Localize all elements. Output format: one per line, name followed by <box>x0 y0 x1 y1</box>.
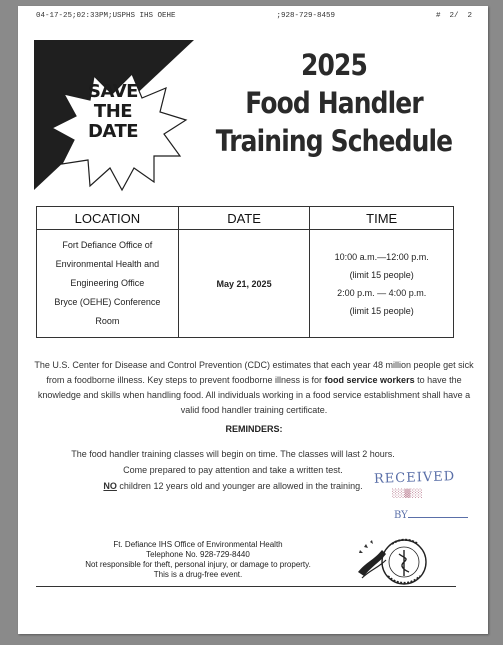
time-line: 2:00 p.m. — 4:00 p.m. <box>337 287 427 298</box>
fax-header <box>36 12 472 20</box>
header-location: LOCATION <box>37 207 179 230</box>
fax-header-middle: ;928-729-8459 <box>276 12 336 20</box>
fax-header-right: # 2/ 2 <box>435 12 472 20</box>
title-line-2: Food Handler <box>245 86 423 120</box>
paragraph-bold: food service workers <box>324 375 415 385</box>
reminder-no: NO <box>103 481 117 491</box>
title-year: 2025 <box>301 48 367 82</box>
burst-line-3: DATE <box>87 121 139 142</box>
burst-line-1: SAVE <box>88 81 138 102</box>
time-line: (limit 15 people) <box>349 269 414 280</box>
table-row <box>37 230 454 338</box>
received-stamp <box>374 470 484 521</box>
footer-line: Telephone No. 928-729-8440 <box>146 550 250 559</box>
burst-line-2: THE <box>93 101 133 122</box>
stamp-signature-line <box>408 517 468 518</box>
stamp-by <box>394 510 484 521</box>
location-line: Bryce (OEHE) Conference <box>54 297 161 307</box>
location-line: Environmental Health and <box>55 259 160 269</box>
time-cell <box>310 230 454 338</box>
document-page <box>18 6 488 634</box>
table-header-row <box>37 207 454 230</box>
location-cell <box>37 230 179 338</box>
stamp-by-label: BY <box>394 510 408 521</box>
date-cell: May 21, 2025 <box>178 230 310 338</box>
title-line-3: Training Schedule <box>215 124 453 158</box>
footer <box>58 540 338 580</box>
time-line: (limit 15 people) <box>349 305 414 316</box>
cdc-paragraph <box>34 358 474 418</box>
reminders-heading: REMINDERS: <box>225 424 283 434</box>
footer-line: Not responsible for theft, personal injury, or damage to property. <box>85 560 311 569</box>
reminder-line: The food handler training classes will begin on time. The classes will last 2 hours. <box>71 449 395 459</box>
stamp-received: RECEIVED <box>373 469 456 487</box>
reminder-rest: children 12 years old and younger are allowed in the training. <box>116 481 363 491</box>
fax-header-left: 04-17-25;02:33PM;USPHS IHS OEHE <box>36 12 176 20</box>
location-line: Fort Defiance Office of <box>62 240 153 250</box>
save-the-date-label <box>68 82 158 142</box>
reminder-line <box>48 478 418 494</box>
reminder-line: Come prepared to pay attention and take a written test. <box>123 465 343 475</box>
reminders-list <box>48 446 418 494</box>
header-time: TIME <box>310 207 454 230</box>
paragraph-text-1: The U.S. Center for Disease and Control Prevention (CDC) estimates that each year 48 million people get sick from a foodborne illness. Key steps to prevent foodborne illness is for <box>34 360 474 385</box>
footer-line: Ft. Defiance IHS Office of Environmental Health <box>113 540 283 549</box>
page-title <box>186 46 482 160</box>
paragraph-text-2: to have the knowledge and skills when handling food. All individuals working in a food service establishment shall have a valid food handler training certificate. <box>37 375 471 415</box>
header-date: DATE <box>178 207 310 230</box>
stamp-date-smudge: ░░▒░░ <box>392 489 423 498</box>
footer-line: This is a drug-free event. <box>153 570 243 579</box>
indian-health-service-seal-icon <box>352 532 430 588</box>
location-line: Engineering Office <box>70 278 145 288</box>
location-line: Room <box>95 316 120 326</box>
schedule-table <box>36 206 454 338</box>
bottom-divider <box>36 586 456 587</box>
time-line: 10:00 a.m.—12:00 p.m. <box>334 251 429 262</box>
